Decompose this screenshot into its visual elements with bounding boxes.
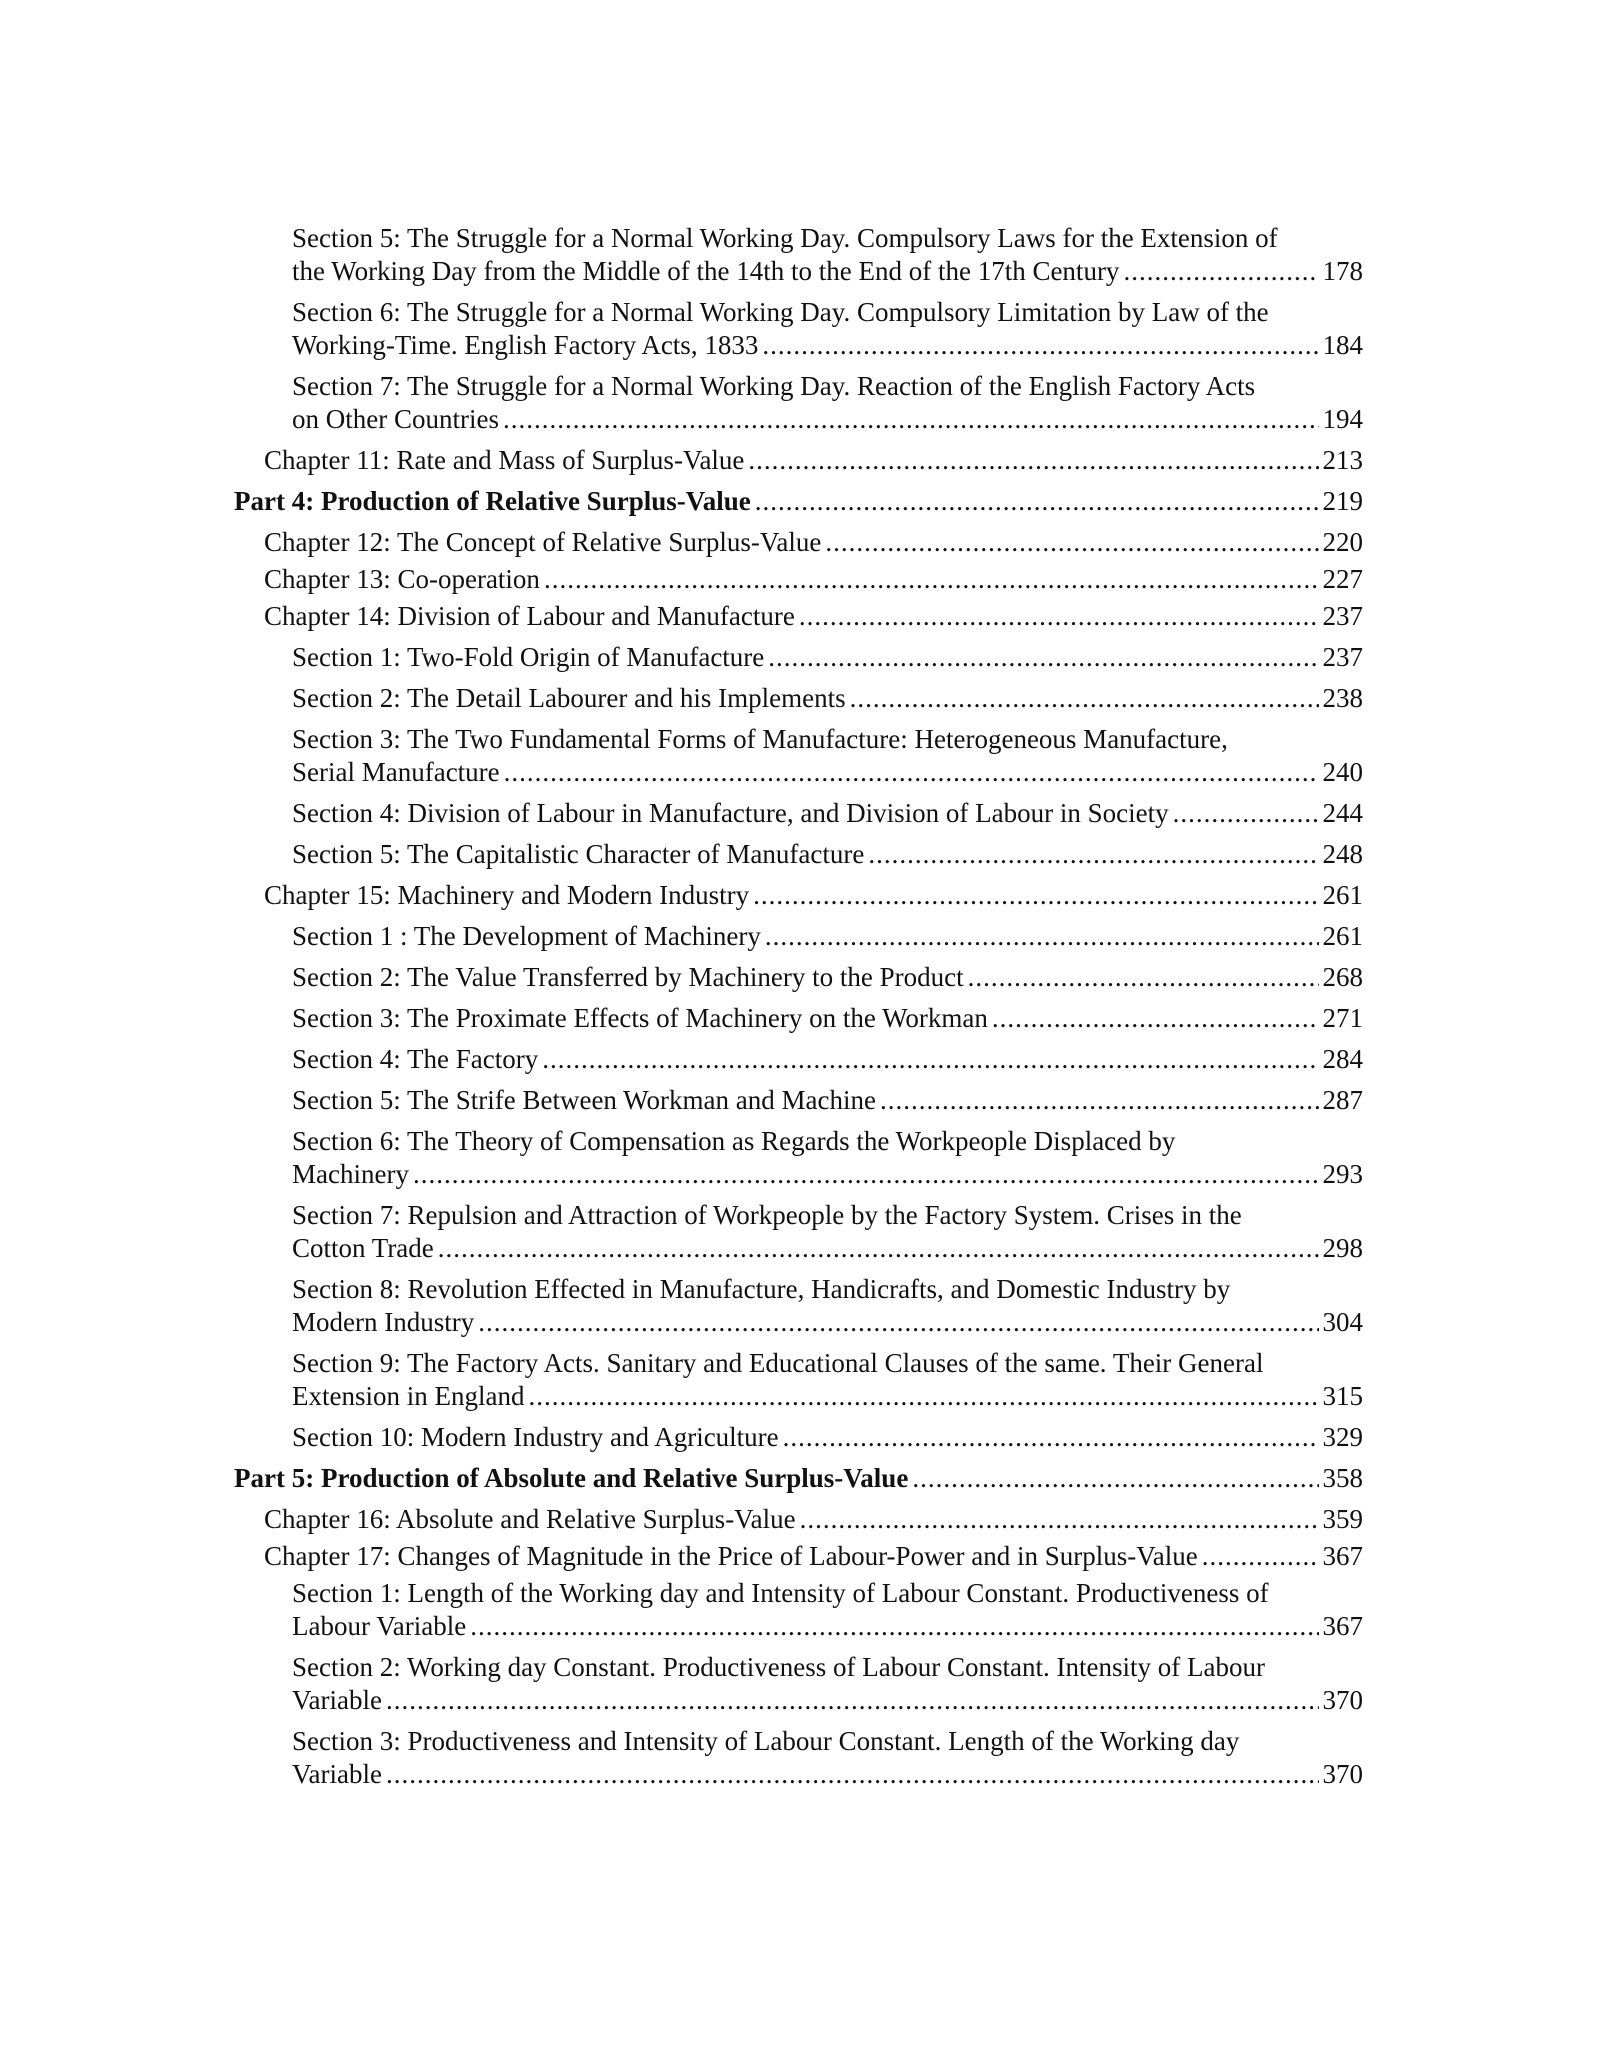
toc-entry-title: Section 5: The Capitalistic Character of Manufacture	[292, 839, 865, 869]
toc-page-number: 359	[1322, 1504, 1363, 1534]
toc-entry-title: Section 5: The Strife Between Workman and Machine	[292, 1085, 876, 1115]
toc-section-entry[interactable]	[0, 1347, 1600, 1413]
toc-chapter-entry[interactable]	[0, 600, 1600, 633]
dot-leader	[825, 526, 1318, 559]
toc-page-number: 370	[1322, 1685, 1363, 1715]
toc-entry-line	[234, 1462, 1363, 1495]
toc-entry-line	[264, 526, 1363, 559]
toc-entry-title: Machinery	[292, 1159, 409, 1189]
toc-entry-title: Section 2: The Detail Labourer and his Implements	[292, 683, 846, 713]
toc-page-number: 284	[1322, 1044, 1363, 1074]
dot-leader	[413, 1158, 1319, 1191]
toc-entry-line	[292, 961, 1363, 994]
toc-page-number: 358	[1322, 1463, 1363, 1493]
toc-entry-title-line: Section 6: The Struggle for a Normal Working Day. Compulsory Limitation by Law of the	[292, 297, 1269, 327]
toc-section-entry[interactable]	[0, 641, 1600, 674]
toc-entry-title: Chapter 11: Rate and Mass of Surplus-Value	[264, 445, 745, 475]
toc-page-number: 194	[1322, 404, 1363, 434]
toc-entry-line	[292, 797, 1363, 830]
toc-entry-title: Variable	[292, 1685, 382, 1715]
toc-entry-title: Section 4: The Factory	[292, 1044, 539, 1074]
toc-entry-line	[264, 1503, 1363, 1536]
toc-entry-title-line: Section 2: Working day Constant. Productiveness of Labour Constant. Intensity of Labour	[292, 1652, 1265, 1682]
dot-leader	[762, 329, 1318, 362]
toc-section-entry[interactable]	[0, 296, 1600, 362]
toc-entry-title: Chapter 15: Machinery and Modern Industry	[264, 880, 750, 910]
dot-leader	[850, 682, 1319, 715]
dot-leader	[438, 1232, 1319, 1265]
toc-entry-line	[292, 838, 1363, 871]
toc-entry-title: Chapter 14: Division of Labour and Manufacture	[264, 601, 795, 631]
toc-entry-title: on Other Countries	[292, 404, 499, 434]
toc-entry-title: Section 10: Modern Industry and Agriculture	[292, 1422, 779, 1452]
toc-entry-title: Part 4: Production of Relative Surplus-Value	[234, 486, 751, 516]
toc-section-entry[interactable]	[0, 1577, 1600, 1643]
dot-leader	[504, 756, 1319, 789]
toc-page-number: 237	[1322, 642, 1363, 672]
dot-leader	[386, 1758, 1319, 1791]
toc-entry-title: Chapter 13: Co-operation	[264, 564, 540, 594]
dot-leader	[753, 879, 1318, 912]
toc-section-entry[interactable]	[0, 1199, 1600, 1265]
toc-page-number: 261	[1322, 921, 1363, 951]
toc-page-number: 329	[1322, 1422, 1363, 1452]
dot-leader	[992, 1002, 1319, 1035]
toc-entry-line	[292, 1758, 1363, 1791]
toc-entry-line	[292, 1043, 1363, 1076]
toc-entry-title: the Working Day from the Middle of the 14th to the End of the 17th Century	[292, 256, 1120, 286]
dot-leader	[755, 485, 1319, 518]
toc-entry-title: Section 1: Two-Fold Origin of Manufacture	[292, 642, 765, 672]
toc-entry-title-line: Section 9: The Factory Acts. Sanitary and Educational Clauses of the same. Their General	[292, 1348, 1264, 1378]
toc-page-number: 240	[1322, 757, 1363, 787]
dot-leader	[912, 1462, 1318, 1495]
toc-entry-title: Working-Time. English Factory Acts, 1833	[292, 330, 759, 360]
toc-section-entry[interactable]	[0, 838, 1600, 871]
toc-entry-title: Section 3: The Proximate Effects of Machinery on the Workman	[292, 1003, 988, 1033]
dot-leader	[968, 961, 1319, 994]
toc-page-number: 287	[1322, 1085, 1363, 1115]
toc-entry-title-line: Section 6: The Theory of Compensation as Regards the Workpeople Displaced by	[292, 1126, 1176, 1156]
toc-entry-title-line: Section 3: Productiveness and Intensity of Labour Constant. Length of the Working day	[292, 1726, 1240, 1756]
toc-entry-title: Section 1 : The Development of Machinery	[292, 921, 761, 951]
toc-section-entry[interactable]	[0, 1125, 1600, 1191]
toc-entry-line	[292, 920, 1363, 953]
toc-entry-title: Part 5: Production of Absolute and Relative Surplus-Value	[234, 1463, 909, 1493]
toc-chapter-entry[interactable]	[0, 444, 1600, 477]
dot-leader	[1202, 1540, 1319, 1573]
dot-leader	[528, 1380, 1318, 1413]
toc-page-number: 248	[1322, 839, 1363, 869]
toc-entry-line	[292, 1684, 1363, 1717]
toc-section-entry[interactable]	[0, 1651, 1600, 1717]
toc-section-entry[interactable]	[0, 797, 1600, 830]
dot-leader	[386, 1684, 1319, 1717]
toc-section-entry[interactable]	[0, 1043, 1600, 1076]
toc-page-number: 219	[1322, 486, 1363, 516]
toc-entry-title: Labour Variable	[292, 1611, 467, 1641]
toc-page-number: 268	[1322, 962, 1363, 992]
toc-page-number: 298	[1322, 1233, 1363, 1263]
toc-entry-title-line: Section 8: Revolution Effected in Manufacture, Handicrafts, and Domestic Industry by	[292, 1274, 1231, 1304]
toc-entry-line	[292, 403, 1363, 436]
toc-page-number: 367	[1322, 1611, 1363, 1641]
toc-section-entry[interactable]	[0, 1084, 1600, 1117]
toc-section-entry[interactable]	[0, 1421, 1600, 1454]
toc-entry-title: Serial Manufacture	[292, 757, 500, 787]
toc-section-entry[interactable]	[0, 370, 1600, 436]
toc-chapter-entry[interactable]	[0, 1503, 1600, 1536]
toc-entry-title-line: Section 7: The Struggle for a Normal Working Day. Reaction of the English Factory Acts	[292, 371, 1256, 401]
toc-chapter-entry[interactable]	[0, 1540, 1600, 1573]
toc-entry-title-line: Section 7: Repulsion and Attraction of Workpeople by the Factory System. Crises in the	[292, 1200, 1242, 1230]
toc-page-number: 178	[1322, 256, 1363, 286]
toc-entry-title: Section 4: Division of Labour in Manufacture, and Division of Labour in Society	[292, 798, 1169, 828]
toc-entry-line	[264, 600, 1363, 633]
toc-entry-title: Cotton Trade	[292, 1233, 434, 1263]
toc-section-entry[interactable]	[0, 222, 1600, 288]
toc-page-number: 304	[1322, 1307, 1363, 1337]
toc-page-number: 293	[1322, 1159, 1363, 1189]
toc-section-entry[interactable]	[0, 1273, 1600, 1339]
toc-entry-line	[264, 1540, 1363, 1573]
dot-leader	[544, 563, 1319, 596]
dot-leader	[1123, 255, 1318, 288]
toc-entry-line	[264, 879, 1363, 912]
dot-leader	[868, 838, 1318, 871]
toc-section-entry[interactable]	[0, 682, 1600, 715]
toc-entry-line	[292, 1158, 1363, 1191]
dot-leader	[542, 1043, 1318, 1076]
toc-part-entry[interactable]	[0, 485, 1600, 518]
toc-entry-line	[292, 1232, 1363, 1265]
toc-chapter-entry[interactable]	[0, 563, 1600, 596]
toc-chapter-entry[interactable]	[0, 879, 1600, 912]
dot-leader	[880, 1084, 1319, 1117]
toc-entry-line	[292, 1306, 1363, 1339]
toc-entry-line	[292, 1380, 1363, 1413]
toc-entry-line	[292, 1084, 1363, 1117]
toc-page-number: 244	[1322, 798, 1363, 828]
dot-leader	[765, 920, 1319, 953]
toc-page-number: 315	[1322, 1381, 1363, 1411]
toc-entry-title-line: Section 1: Length of the Working day and Intensity of Labour Constant. Productiveness of	[292, 1578, 1269, 1608]
dot-leader	[799, 600, 1319, 633]
toc-page-number: 213	[1322, 445, 1363, 475]
toc-entry-line	[292, 641, 1363, 674]
toc-page-number: 238	[1322, 683, 1363, 713]
toc-entry-title: Chapter 17: Changes of Magnitude in the Price of Labour-Power and in Surplus-Value	[264, 1541, 1198, 1571]
toc-entry-line	[292, 756, 1363, 789]
toc-page-number: 220	[1322, 527, 1363, 557]
toc-section-entry[interactable]	[0, 961, 1600, 994]
dot-leader	[470, 1610, 1318, 1643]
toc-entry-title: Section 2: The Value Transferred by Machinery to the Product	[292, 962, 964, 992]
toc-entry-line	[292, 1002, 1363, 1035]
toc-page-number: 237	[1322, 601, 1363, 631]
toc-entry-title: Chapter 16: Absolute and Relative Surplus-Value	[264, 1504, 796, 1534]
toc-entry-line	[292, 1610, 1363, 1643]
toc-entry-title: Modern Industry	[292, 1307, 475, 1337]
dot-leader	[478, 1306, 1318, 1339]
toc-section-entry[interactable]	[0, 1725, 1600, 1791]
dot-leader	[503, 403, 1319, 436]
toc-section-entry[interactable]	[0, 1002, 1600, 1035]
toc-section-entry[interactable]	[0, 723, 1600, 789]
toc-entry-line	[264, 563, 1363, 596]
toc-entry-title: Variable	[292, 1759, 382, 1789]
toc-entry-line	[292, 329, 1363, 362]
toc-entry-title-line: Section 5: The Struggle for a Normal Working Day. Compulsory Laws for the Extension of	[292, 223, 1278, 253]
toc-entry-line	[292, 1421, 1363, 1454]
toc-page-number: 370	[1322, 1759, 1363, 1789]
toc-section-entry[interactable]	[0, 920, 1600, 953]
toc-entry-title: Chapter 12: The Concept of Relative Surplus-Value	[264, 527, 822, 557]
toc-page-number: 184	[1322, 330, 1363, 360]
toc-entry-line	[292, 682, 1363, 715]
dot-leader	[783, 1421, 1319, 1454]
toc-entry-line	[234, 485, 1363, 518]
dot-leader	[768, 641, 1318, 674]
toc-part-entry[interactable]	[0, 1462, 1600, 1495]
toc-chapter-entry[interactable]	[0, 526, 1600, 559]
toc-page-number: 271	[1322, 1003, 1363, 1033]
dot-leader	[748, 444, 1318, 477]
toc-entry-title-line: Section 3: The Two Fundamental Forms of Manufacture: Heterogeneous Manufacture,	[292, 724, 1228, 754]
toc-entry-line	[292, 255, 1363, 288]
dot-leader	[800, 1503, 1319, 1536]
toc-page-number: 227	[1322, 564, 1363, 594]
dot-leader	[1173, 797, 1319, 830]
toc-entry-line	[264, 444, 1363, 477]
toc-page-number: 367	[1322, 1541, 1363, 1571]
toc-page-number: 261	[1322, 880, 1363, 910]
toc-entry-title: Extension in England	[292, 1381, 525, 1411]
